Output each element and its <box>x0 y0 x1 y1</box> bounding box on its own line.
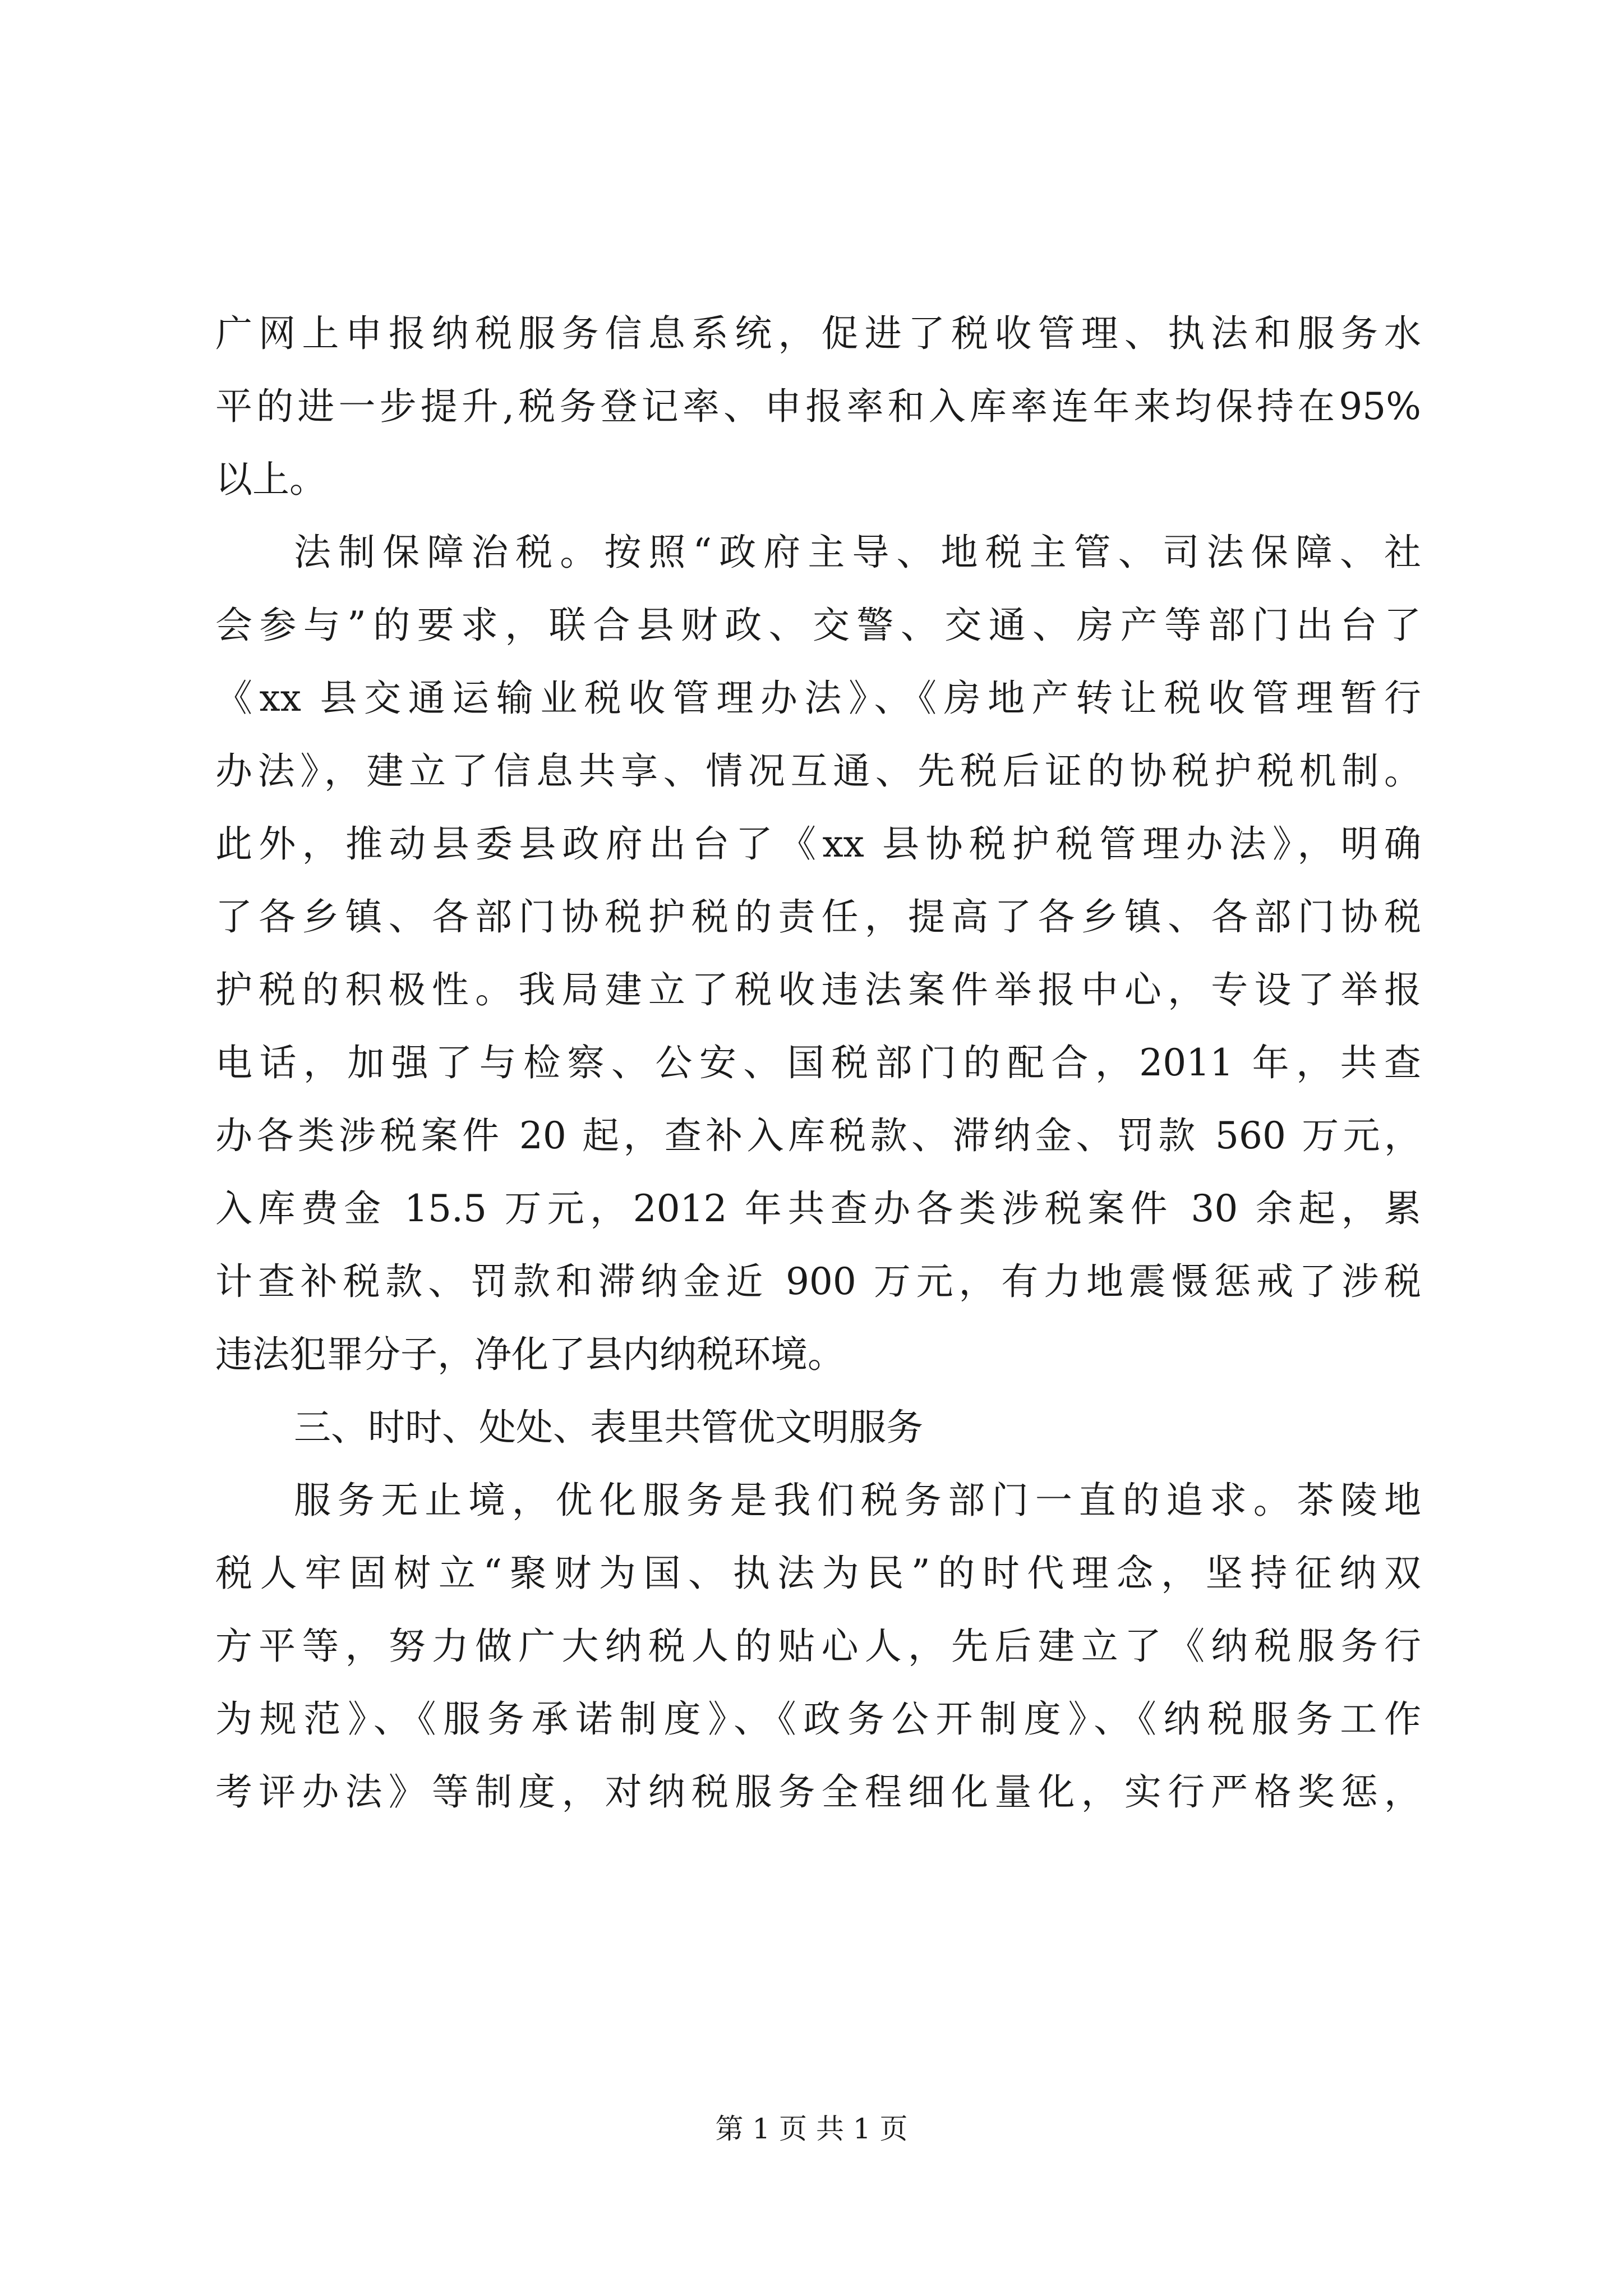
text-line: 电话，加强了与检察、公安、国税部门的配合，2011 年，共查 <box>215 1041 1421 1084</box>
text-line: 以上。 <box>215 458 326 501</box>
text-line: 平的进一步提升,税务登记率、申报率和入库率连年来均保持在95% <box>215 385 1421 428</box>
text-line: 为规范》、《服务承诺制度》、《政务公开制度》、《纳税服务工作 <box>215 1697 1421 1741</box>
text-line: 《xx 县交通运输业税收管理办法》、《房地产转让税收管理暂行 <box>215 677 1421 720</box>
text-line: 办各类涉税案件 20 起，查补入库税款、滞纳金、罚款 560 万元， <box>215 1114 1421 1157</box>
text-line: 了各乡镇、各部门协税护税的责任，提高了各乡镇、各部门协税 <box>215 895 1421 938</box>
text-line: 违法犯罪分子，净化了县内纳税环境。 <box>215 1333 845 1376</box>
document-body <box>215 297 1421 1829</box>
page-footer: 第 1 页 共 1 页 <box>715 2113 908 2145</box>
text-line: 会参与”的要求，联合县财政、交警、交通、房产等部门出台了 <box>215 604 1421 647</box>
text-line: 办法》，建立了信息共享、情况互通、先税后证的协税护税机制。 <box>215 749 1421 793</box>
text-line: 入库费金 15.5 万元，2012 年共查办各类涉税案件 30 余起，累 <box>215 1187 1421 1230</box>
text-line: 此外，推动县委县政府出台了《xx 县协税护税管理办法》，明确 <box>215 822 1421 866</box>
text-line: 护税的积极性。我局建立了税收违法案件举报中心，专设了举报 <box>215 968 1421 1011</box>
text-line: 三、时时、处处、表里共管优文明服务 <box>294 1406 923 1449</box>
text-line: 法制保障治税。按照“政府主导、地税主管、司法保障、社 <box>294 531 1421 574</box>
text-line: 广网上申报纳税服务信息系统，促进了税收管理、执法和服务水 <box>215 312 1421 355</box>
text-line: 税人牢固树立“聚财为国、执法为民”的时代理念，坚持征纳双 <box>215 1552 1421 1595</box>
text-line: 计查补税款、罚款和滞纳金近 900 万元，有力地震慑惩戒了涉税 <box>215 1260 1421 1303</box>
text-line: 方平等，努力做广大纳税人的贴心人，先后建立了《纳税服务行 <box>215 1625 1421 1668</box>
text-line: 服务无止境，优化服务是我们税务部门一直的追求。茶陵地 <box>294 1479 1421 1522</box>
text-line: 考评办法》等制度，对纳税服务全程细化量化，实行严格奖惩， <box>215 1770 1421 1814</box>
